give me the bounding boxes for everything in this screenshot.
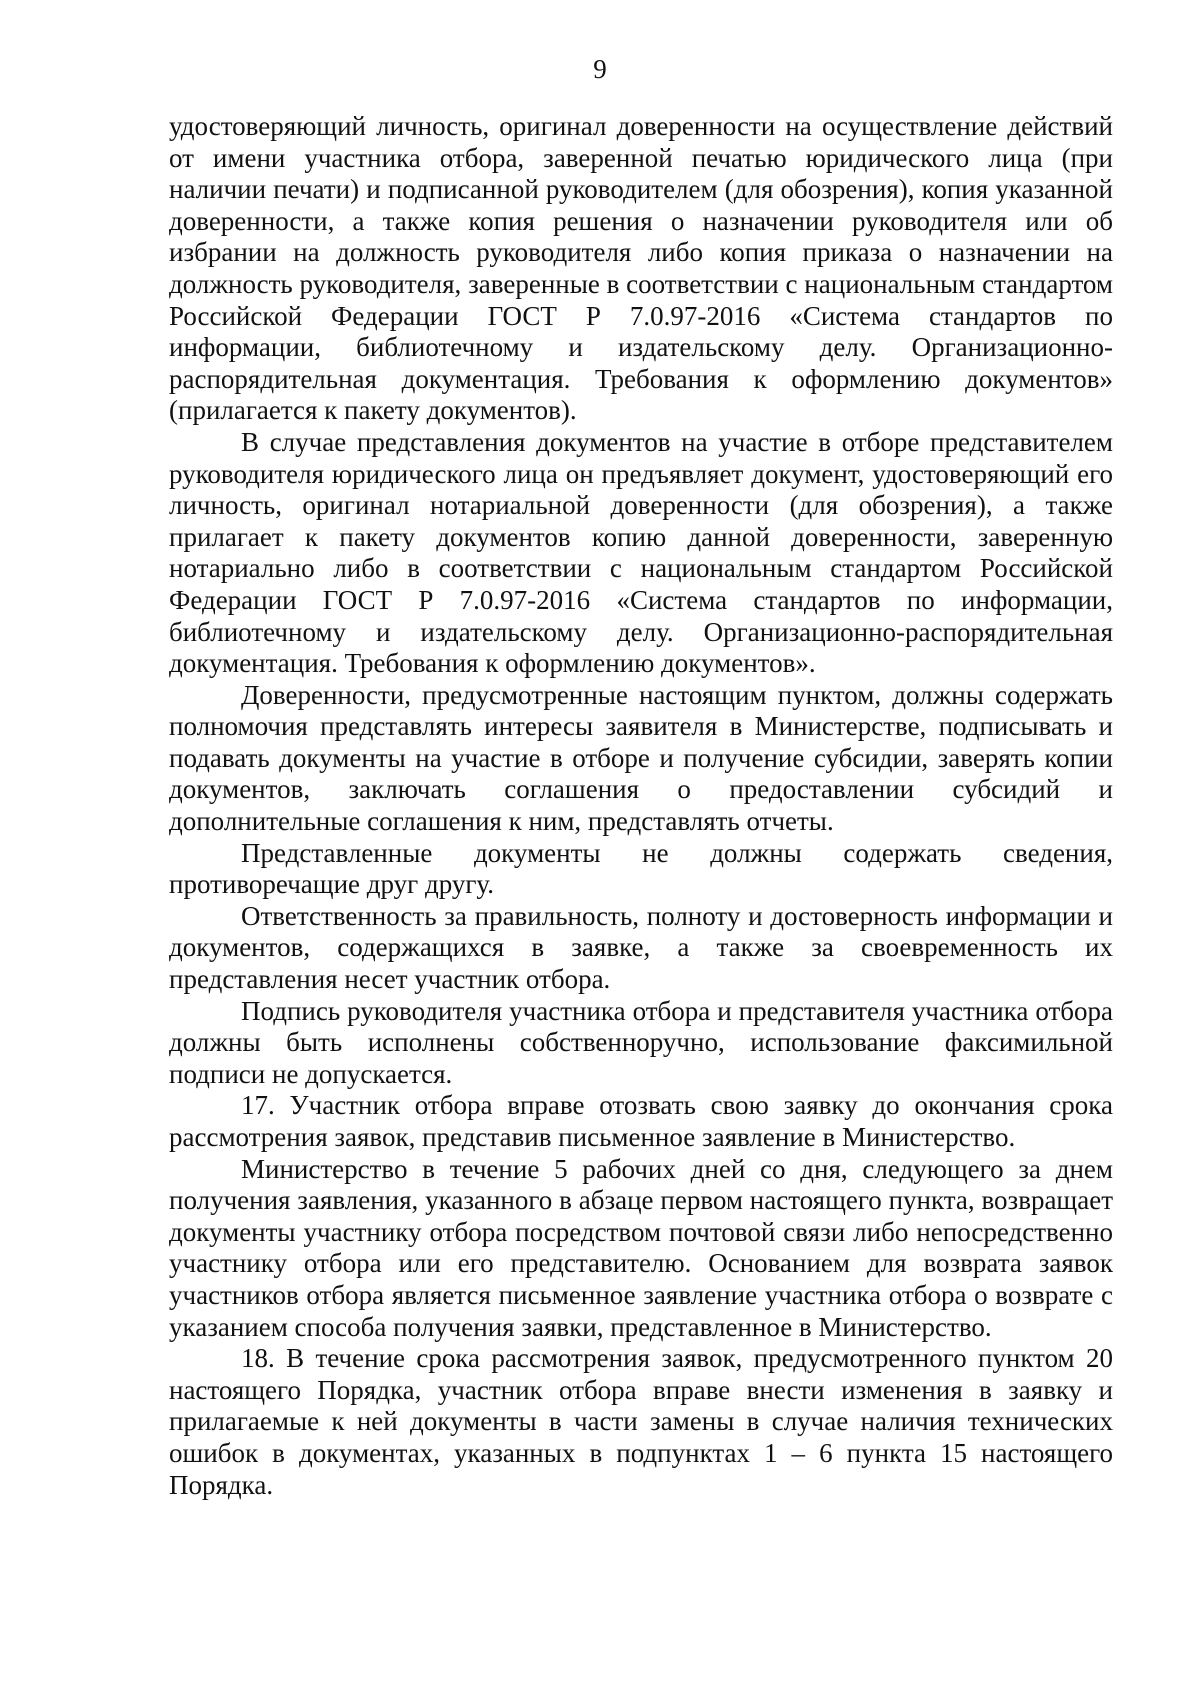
paragraph-continuation: удостоверяющий личность, оригинал доверенности на осуществление действий от имени участника отбора, заверенной печатью юридического лица (при наличии печати) и подписанной руководителем (для обозрения), копия указанной доверенности, а также копия решения о назначении руководителя или об избрании на должность руководителя либо копия приказа о назначении на должность руководителя, заверенные в соответствии с национальным стандартом Российской Федерации ГОСТ Р 7.0.97-2016 «Система стандартов по информации, библиотечному и издательскому делу. Организационно-распорядительная документация. Требования к оформлению документов» (прилагается к пакету документов). [169,111,1113,426]
paragraph-representative: В случае представления документов на участие в отборе представителем руководителя юридического лица он предъявляет документ, удостоверяющий его личность, оригинал нотариальной доверенности (для обозрения), а также прилагает к пакету документов копию данной доверенности, заверенную нотариально либо в соответствии с национальным стандартом Российской Федерации ГОСТ Р 7.0.97-2016 «Система стандартов по информации, библиотечному и издательскому делу. Организационно-распорядительная документация. Требования к оформлению документов». [169,426,1113,679]
paragraph-signature: Подпись руководителя участника отбора и представителя участника отбора должны быть исполнены собственноручно, использование факсимильной подписи не допускается. [169,995,1113,1089]
paragraph-powers-of-attorney: Доверенности, предусмотренные настоящим пунктом, должны содержать полномочия представлять интересы заявителя в Министерстве, подписывать и подавать документы на участие в отборе и получение субсидии, заверять копии документов, заключать соглашения о предоставлении субсидий и дополнительные соглашения к ним, представлять отчеты. [169,679,1113,837]
paragraph-responsibility: Ответственность за правильность, полноту и достоверность информации и документов, содержащихся в заявке, а также за своевременность их представления несет участник отбора. [169,900,1113,995]
paragraph-ministry-return: Министерство в течение 5 рабочих дней со дня, следующего за днем получения заявления, указанного в абзаце первом настоящего пункта, возвращает документы участнику отбора посредством почтовой связи либо непосредственно участнику отбора или его представителю. Основанием для возврата заявок участников отбора является письменное заявление участника отбора о возврате с указанием способа получения заявки, представленное в Министерство. [169,1153,1113,1342]
paragraph-item-18: 18. В течение срока рассмотрения заявок, предусмотренного пунктом 20 настоящего Порядка, участник отбора вправе внести изменения в заявку и прилагаемые к ней документы в части замены в случае наличия технических ошибок в документах, указанных в подпунктах 1 – 6 пункта 15 настоящего Порядка. [169,1343,1113,1500]
paragraph-no-contradictions: Представленные документы не должны содержать сведения, противоречащие друг другу. [169,837,1113,900]
document-body [169,111,1113,1501]
paragraph-item-17: 17. Участник отбора вправе отозвать свою заявку до окончания срока рассмотрения заявок, представив письменное заявление в Министерство. [169,1090,1113,1152]
page-number: 9 [593,54,607,84]
